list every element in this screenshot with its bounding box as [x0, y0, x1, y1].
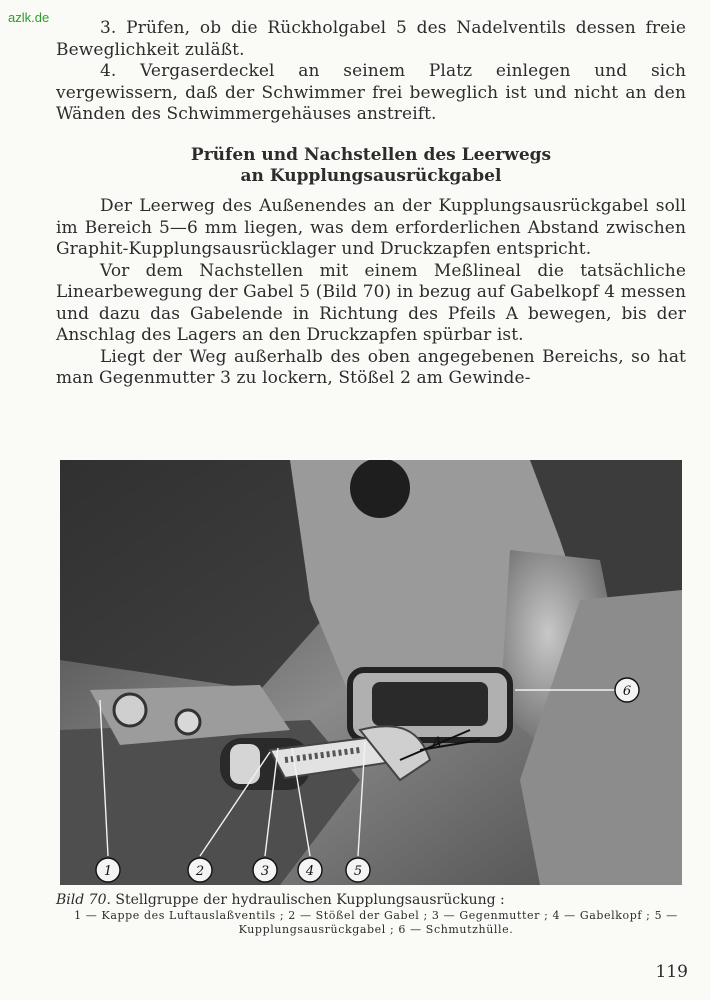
page-number: 119	[655, 962, 688, 982]
figure-title: Stellgruppe der hydraulischen Kupplungsausrückung :	[115, 892, 505, 908]
callout-4	[298, 858, 322, 882]
callout-3	[253, 858, 277, 882]
callout-2	[188, 858, 212, 882]
callout-1	[96, 858, 120, 882]
svg-text:6: 6	[622, 684, 632, 699]
callout-6	[615, 678, 639, 702]
figure-label: Bild 70.	[56, 892, 111, 908]
body-paragraph-2: Vor dem Nachstellen mit einem Meßlineal die tatsächliche Linearbewegung der Gabel 5 (Bild 70) in bezug auf Gabelkopf 4 messen und dazu das Gabelende in Richtung des Pfeils A bewegen, bis der Anschlag des Lagers an den Druckzapfen spürbar ist.	[56, 260, 686, 345]
figure-70-photo	[60, 460, 682, 885]
svg-text:5: 5	[353, 864, 363, 879]
body-paragraph-1: Der Leerweg des Außenendes an der Kupplungsausrückgabel soll im Bereich 5—6 mm liegen, was dem erforderlichen Abstand zwischen Graphit-Kupplungsausrücklager und Druckzapfen entspricht.	[56, 196, 686, 259]
callout-5	[346, 858, 370, 882]
svg-text:1: 1	[103, 864, 113, 879]
section-body	[56, 196, 686, 390]
figure-caption	[56, 892, 686, 909]
section-heading	[56, 145, 686, 187]
instruction-steps	[56, 18, 686, 126]
clutch-assembly-illustration	[60, 460, 682, 885]
site-watermark: azlk.de	[8, 10, 50, 25]
step-4-paragraph: 4. Vergaserdeckel an seinem Platz einlegen und sich vergewissern, daß der Schwimmer frei beweglich ist und nicht an den Wänden des Schwimmergehäuses anstreift.	[56, 61, 686, 124]
figure-legend: 1 — Kappe des Luftauslaßventils ; 2 — Stößel der Gabel ; 3 — Gegenmutter ; 4 — Gabelkopf ; 5 — Kupplungsausrückgabel ; 6 — Schmutzhülle.	[74, 909, 678, 936]
heading-line-2: an Kupplungsausrückgabel	[240, 166, 502, 186]
body-paragraph-3: Liegt der Weg außerhalb des oben angegebenen Bereichs, so hat man Gegenmutter 3 zu lockern, Stößel 2 am Gewinde-	[56, 346, 686, 388]
step-3-paragraph: 3. Prüfen, ob die Rückholgabel 5 des Nadelventils dessen freie Beweglichkeit zuläßt.	[56, 18, 686, 60]
arrow-a-label: A	[432, 735, 443, 751]
svg-text:3: 3	[260, 864, 270, 879]
heading-line-1: Prüfen und Nachstellen des Leerwegs	[190, 145, 552, 165]
svg-text:4: 4	[305, 864, 315, 879]
svg-text:2: 2	[195, 864, 205, 879]
